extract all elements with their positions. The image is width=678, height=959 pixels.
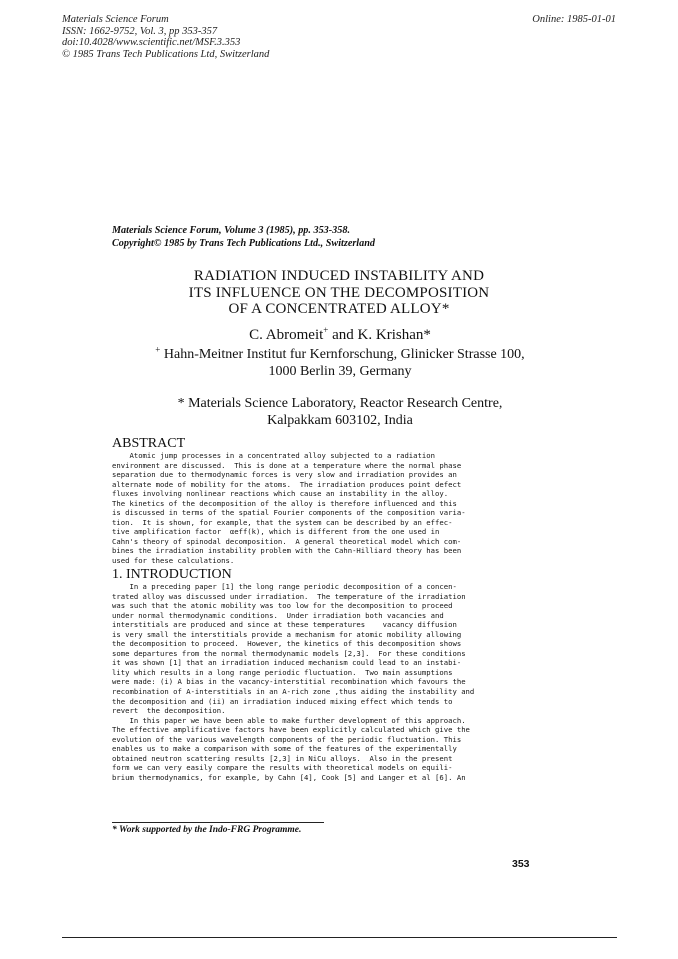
title-line-1: RADIATION INDUCED INSTABILITY AND: [193, 268, 485, 284]
meta-journal: Materials Science Forum: [62, 14, 169, 25]
affiliation-1-line-1: Hahn-Meitner Institut fur Kernforschung, Glinicker Strasse 100,: [163, 347, 525, 362]
footnote: * Work supported by the Indo-FRG Programme.: [112, 825, 302, 835]
introduction-line: trated alloy was discussed under irradiation. The temperature of the irradiation: [112, 591, 466, 601]
abstract-line: Atomic jump processes in a concentrated alloy subjected to a radiation: [112, 451, 436, 460]
introduction-line: were made: (i) A bias in the vacancy-interstitial recombination which favours the: [112, 677, 466, 687]
abstract-line: environment are discussed. This is done at a temperature where the normal phase: [112, 460, 462, 470]
introduction-line: it was shown [1] that an irradiation induced mechanism could lead to an instabi-: [112, 658, 462, 668]
footnote-rule: [112, 822, 324, 823]
abstract-line: The kinetics of the decomposition of the alloy is therefore influenced and this: [112, 498, 457, 508]
introduction-line: recombination of A-interstitials in an A-rich zone ,thus aiding the instability and: [112, 687, 475, 697]
introduction-line: the decomposition to proceed. However, the kinetics of this decomposition shows: [112, 639, 462, 649]
meta-doi: doi:10.4028/www.scientific.net/MSF.3.353: [62, 37, 241, 48]
abstract-line: used for these calculations.: [112, 556, 235, 566]
introduction-line: some departures from the normal thermodynamic models [2,3]. For these conditions: [112, 648, 466, 658]
introduction-body: [112, 582, 557, 782]
bottom-rule: [62, 937, 617, 938]
author-list: [100, 327, 580, 344]
abstract-line: bines the irradiation instability problem with the Cahn-Hilliard theory has been: [112, 546, 462, 556]
affiliation-2: [95, 395, 585, 429]
abstract-line: alternate mode of mobility for the atoms. The irradiation produces point defect: [112, 479, 462, 489]
introduction-heading: 1. INTRODUCTION: [112, 567, 232, 582]
meta-copyright: © 1985 Trans Tech Publications Ltd, Switzerland: [62, 48, 270, 60]
author-and: and: [328, 327, 358, 343]
introduction-line: was such that the atomic mobility was too low for the decomposition to proceed: [112, 601, 453, 611]
title-line-3: OF A CONCENTRATED ALLOY*: [228, 301, 450, 317]
publication-meta: [62, 14, 269, 60]
online-date: Online: 1985-01-01: [532, 14, 616, 25]
abstract-line: tion. It is shown, for example, that the system can be described by an effec-: [112, 517, 453, 527]
journal-line-1: Materials Science Forum, Volume 3 (1985), pp. 353-358.: [112, 225, 350, 236]
affiliation-1-mark: +: [155, 344, 161, 355]
page-number: 353: [512, 858, 530, 870]
paper-title: [112, 268, 566, 318]
introduction-line: In this paper we have been able to make further development of this approach.: [112, 715, 466, 725]
introduction-line: lity which results in a long range periodic fluctuation. Two main assumptions: [112, 667, 453, 677]
abstract-line: separation due to thermodynamic forces is very slow and irradiation provides an: [112, 470, 457, 480]
journal-citation: [112, 225, 375, 250]
introduction-line: under normal thermodynamic conditions. Under irradiation both vacancies and: [112, 610, 444, 620]
introduction-line: brium thermodynamics, for example, by Cahn [4], Cook [5] and Langer et al [6]. An: [112, 772, 466, 782]
abstract-line: is discussed in terms of the spatial Fourier components of the composition varia-: [112, 508, 466, 518]
introduction-line: In a preceding paper [1] the long range periodic decomposition of a concen-: [112, 582, 457, 591]
abstract-heading: ABSTRACT: [112, 436, 186, 451]
abstract-line: fluxes involving nonlinear reactions which cause an instability in the alloy.: [112, 489, 449, 499]
author-2: K. Krishan*: [357, 327, 431, 343]
journal-line-2: Copyright© 1985 by Trans Tech Publications Ltd., Switzerland: [112, 237, 375, 249]
author-1: C. Abromeit: [249, 327, 324, 343]
affiliation-1-line-2: 1000 Berlin 39, Germany: [268, 364, 412, 379]
abstract-body: [112, 451, 557, 566]
author-1-mark: +: [323, 325, 329, 335]
abstract-line: Cahn's theory of spinodal decomposition. A general theoretical model which com-: [112, 536, 462, 546]
introduction-line: the decomposition and (ii) an irradiation induced mixing effect which tends to: [112, 696, 453, 706]
affiliation-2-mark: *: [177, 396, 185, 411]
affiliation-2-line-1: Materials Science Laboratory, Reactor Research Centre,: [188, 396, 503, 411]
introduction-line: evolution of the various wavelength components of the periodic fluctuation. This: [112, 734, 462, 744]
introduction-line: obtained neutron scattering results [2,3] in NiCu alloys. Also in the present: [112, 753, 453, 763]
meta-issn: ISSN: 1662-9752, Vol. 3, pp 353-357: [62, 25, 218, 37]
title-line-2: ITS INFLUENCE ON THE DECOMPOSITION: [188, 284, 490, 301]
abstract-line: tive amplification factor αeff(k), which is different from the one used in: [112, 527, 440, 537]
affiliation-1: [95, 346, 585, 380]
introduction-line: interstitials are produced and since at these temperatures vacancy diffusion: [112, 620, 457, 630]
introduction-line: enables us to make a comparison with some of the features of the experimentally: [112, 744, 457, 754]
introduction-line: revert the decomposition.: [112, 706, 226, 716]
introduction-line: The effective amplificative factors have been explicitly calculated which give the: [112, 725, 470, 735]
affiliation-2-line-2: Kalpakkam 603102, India: [267, 413, 413, 428]
introduction-line: form we can very easily compare the results with theoretical models on equili-: [112, 763, 453, 773]
introduction-line: is very small the interstitials provide a mechanism for atomic mobility allowing: [112, 629, 462, 639]
